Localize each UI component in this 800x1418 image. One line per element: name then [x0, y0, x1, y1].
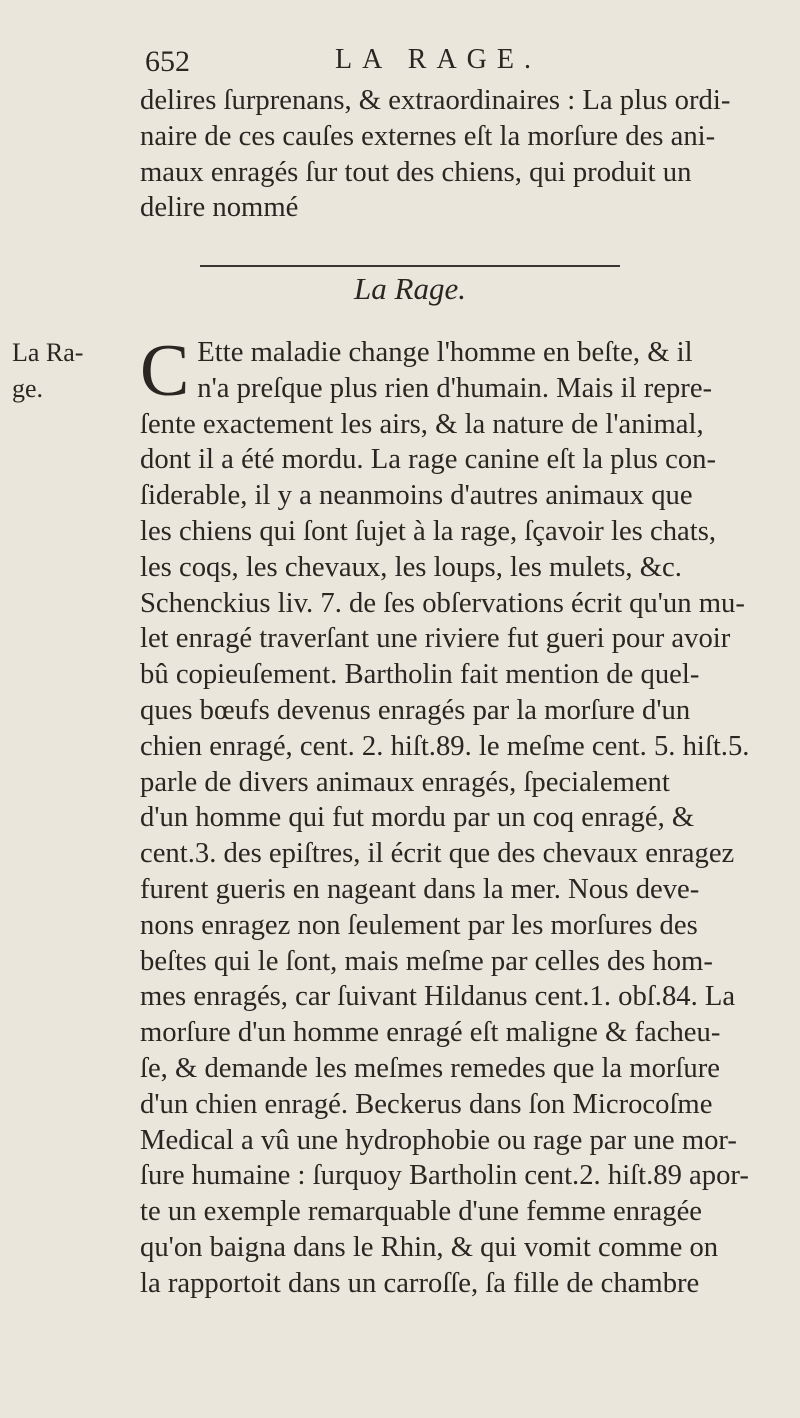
body-paragraph [140, 330, 800, 1302]
text-line: beſtes qui le ſont, mais meſme par celles des hom- [140, 944, 713, 977]
text-line: morſure d'un homme enragé eſt maligne & facheu- [140, 1016, 721, 1049]
text-line: les coqs, les chevaux, les loups, les mulets, &c. [140, 550, 682, 583]
text-line: nons enragez non ſeulement par les morſures des [140, 908, 698, 941]
text-line: furent gueris en nageant dans la mer. Nous deve- [140, 872, 700, 905]
text-line: delire nommé [140, 191, 299, 224]
text-line: Medical a vû une hydrophobie ou rage par une mor- [140, 1123, 737, 1156]
text-line: Schenckius liv. 7. de ſes obſervations écrit qu'un mu- [140, 586, 745, 619]
text-line: mes enragés, car ſuivant Hildanus cent.1. obſ.84. La [140, 980, 736, 1013]
text-line: dont il a été mordu. La rage canine eſt la plus con- [140, 443, 717, 476]
text-line: ſure humaine : ſurquoy Bartholin cent.2. hiſt.89 apor- [140, 1159, 749, 1192]
text-line: delires ſurprenans, & extraordinaires : La plus ordi- [140, 84, 731, 116]
text-line: maux enragés ſur tout des chiens, qui produit un [140, 155, 692, 188]
text-line: bû copieuſement. Bartholin fait mention de quel- [140, 658, 700, 691]
text-line: la rapportoit dans un carroſſe, ſa fille de chambre [140, 1266, 700, 1299]
text-line: qu'on baigna dans le Rhin, & qui vomit comme on [140, 1230, 719, 1263]
section-divider [200, 265, 620, 267]
text-line: ſente exactement les airs, & la nature de l'animal, [140, 407, 704, 440]
text-line: Ette maladie change l'homme en beſte, & il [197, 336, 693, 368]
text-line: d'un chien enragé. Beckerus dans ſon Microcoſme [140, 1087, 713, 1120]
text-line: chien enragé, cent. 2. hiſt.89. le meſme cent. 5. hiſt.5. [140, 729, 750, 762]
text-line: parle de divers animaux enragés, ſpecialement [140, 765, 670, 798]
text-line: cent.3. des epiſtres, il écrit que des chevaux enragez [140, 837, 735, 870]
page-number: 652 [145, 45, 190, 78]
margin-note: La Ra-ge. [12, 338, 84, 403]
running-head: LA RAGE. [335, 44, 541, 75]
section-title: La Rage. [354, 271, 466, 306]
text-line: te un exemple remarquable d'une femme enragée [140, 1195, 703, 1228]
text-line: naire de ces cauſes externes eſt la morſure des ani- [140, 119, 716, 152]
text-line: let enragé traverſant une riviere fut gueri pour avoir [140, 622, 731, 655]
text-line: les chiens qui ſont ſujet à la rage, ſçavoir les chats, [140, 514, 717, 547]
text-line: ſiderable, il y a neanmoins d'autres animaux que [140, 479, 693, 512]
intro-paragraph [140, 83, 800, 226]
text-line: n'a preſque plus rien d'humain. Mais il repre- [197, 371, 713, 404]
text-line: ques bœufs devenus enragés par la morſure d'un [140, 693, 691, 726]
text-line: d'un homme qui fut mordu par un coq enragé, & [140, 801, 695, 834]
drop-cap: C [140, 330, 190, 412]
text-line: ſe, & demande les meſmes remedes que la morſure [140, 1051, 721, 1084]
